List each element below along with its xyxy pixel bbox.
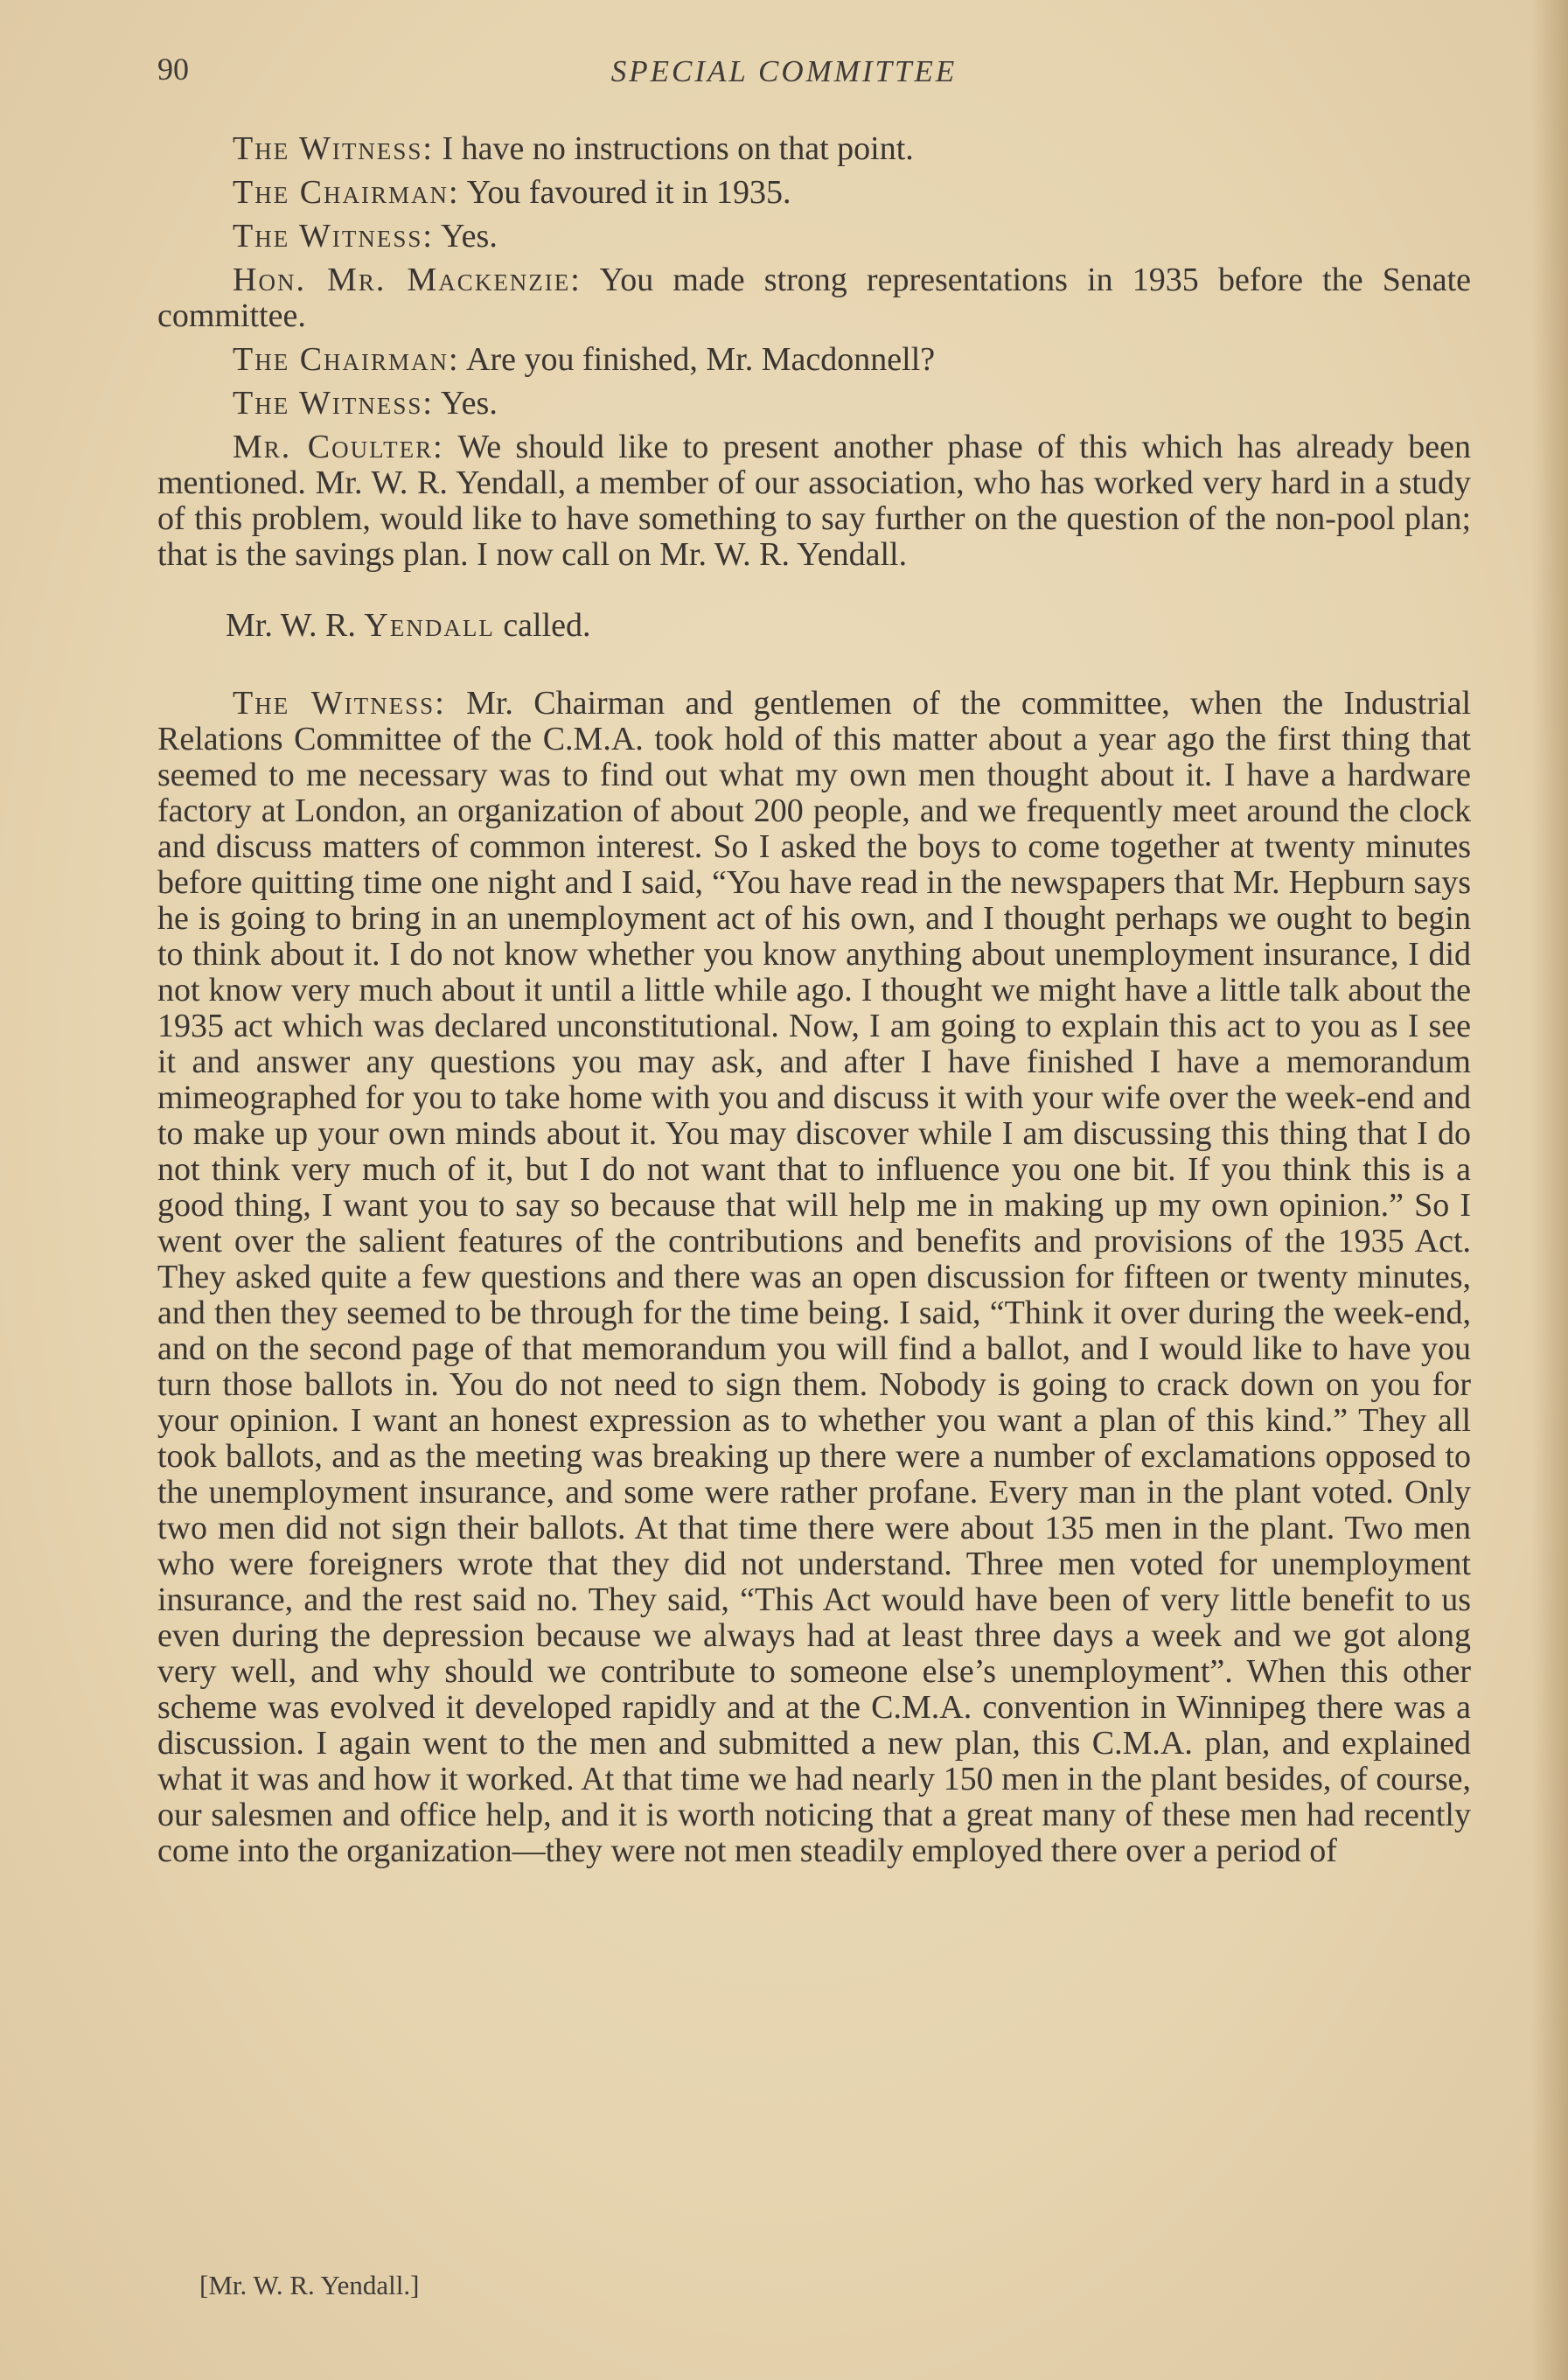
witness-called-line	[157, 608, 1471, 644]
testimony-paragraph	[157, 686, 1471, 1869]
exchange-paragraph	[157, 131, 1471, 167]
speech: Yes.	[441, 385, 498, 422]
speech: You favoured it in 1935.	[466, 174, 791, 211]
speech: Mr. Chairman and gentlemen of the committee, when the Industrial Relations Committee of the C.M.A. took hold of this matter about a year ago the first thing that seemed to me necessary was to find out what my own men thought about it. I have a hardware factory at London, an organization of about 200 people, and we frequently meet around the clock and discuss matters of common interest. So I asked the boys to come together at twenty minutes before quitting time one night and I said, “You have read in the newspapers that Mr. Hepburn says he is going to bring in an unemployment act of his own, and I thought perhaps we ought to begin to think about it. I do not know whether you know anything about unemployment insurance, I did not know very much about it until a little while ago. I thought we might have a little talk about the 1935 act which was declared unconstitutional. Now, I am going to explain this act to you as I see it and answer any questions you may ask, and after I have finished I have a memorandum mimeographed for you to take home with you and discuss it with your wife over the week-end and to make up your own minds about it. You may discover while I am discussing this thing that I do not think very much of it, but I do not want that to influence you one bit. If you think this is a good thing, I want you to say so because that will help me in making up my own opinion.” So I went over the salient features of the contributions and benefits and provisions of the 1935 Act. They asked quite a few questions and there was an open discussion for fifteen or twenty minutes, and then they seemed to be through for the time being. I said, “Think it over during the week-end, and on the second page of that memorandum you will find a ballot, and I would like to have you turn those ballots in. You do not need to sign them. Nobody is going to crack down on you for your opinion. I want an honest expression as to whether you want a plan of this kind.” They all took ballots, and as the meeting was breaking up there were a number of exclamations opposed to the unemployment insurance, and some were rather profane. Every man in the plant voted. Only two men did not sign their ballots. At that time there were about 135 men in the plant. Two men who were foreigners wrote that they did not understand. Three men voted for unemployment insurance, and the rest said no. They said, “This Act would have been of very little benefit to us even during the depression because we always had at least three days a week and we got along very well, and why should we contribute to someone else’s unemployment”. When this other scheme was evolved it developed rapidly and at the C.M.A. convention in Winnipeg there was a discussion. I again went to the men and submitted a new plan, this C.M.A. plan, and explained what it was and how it worked. At that time we had nearly 150 men in the plant besides, of course, our salesmen and office help, and it is worth noticing that a great many of these men had recently come into the organization—they were not men steadily employed there over a period of	[157, 685, 1472, 1869]
speaker: The Witness:	[233, 218, 434, 255]
binding-shadow	[1531, 0, 1568, 2380]
speech: I have no instructions on that point.	[442, 130, 914, 167]
speaker: The Witness:	[233, 130, 434, 167]
speaker: The Chairman:	[233, 341, 460, 378]
footer-note: [Mr. W. R. Yendall.]	[199, 2270, 420, 2300]
exchange-paragraph	[157, 429, 1471, 573]
called-name: Yendall	[364, 607, 495, 644]
called-suffix: called.	[503, 607, 591, 644]
speaker: The Witness:	[233, 385, 434, 422]
exchange-paragraph	[157, 386, 1471, 422]
speech: We should like to present another phase of this which has already been mentioned. Mr. W. R. Yendall, a member of our association, who has worked very hard in a study of this problem, would like to have something to say further on the question of the non-pool plan; that is the savings plan. I now call on Mr. W. R. Yendall.	[157, 429, 1471, 573]
exchange-paragraph	[157, 342, 1471, 378]
speech: Are you finished, Mr. Macdonnell?	[466, 341, 936, 378]
exchange-paragraph	[157, 262, 1471, 334]
speech: Yes.	[441, 218, 498, 255]
speaker: The Chairman:	[233, 174, 460, 211]
running-title: SPECIAL COMMITTEE	[610, 54, 958, 88]
exchange-paragraph	[157, 219, 1471, 255]
exchange-paragraph	[157, 175, 1471, 211]
called-prefix: Mr. W. R.	[226, 607, 356, 644]
page-number: 90	[157, 52, 189, 87]
speaker: Mr. Coulter:	[233, 429, 444, 465]
speaker: The Witness:	[233, 685, 446, 722]
speaker: Hon. Mr. Mackenzie:	[233, 262, 582, 298]
speech: You made strong representations in 1935 before the Senate committee.	[157, 262, 1471, 334]
page-body	[157, 131, 1471, 1877]
